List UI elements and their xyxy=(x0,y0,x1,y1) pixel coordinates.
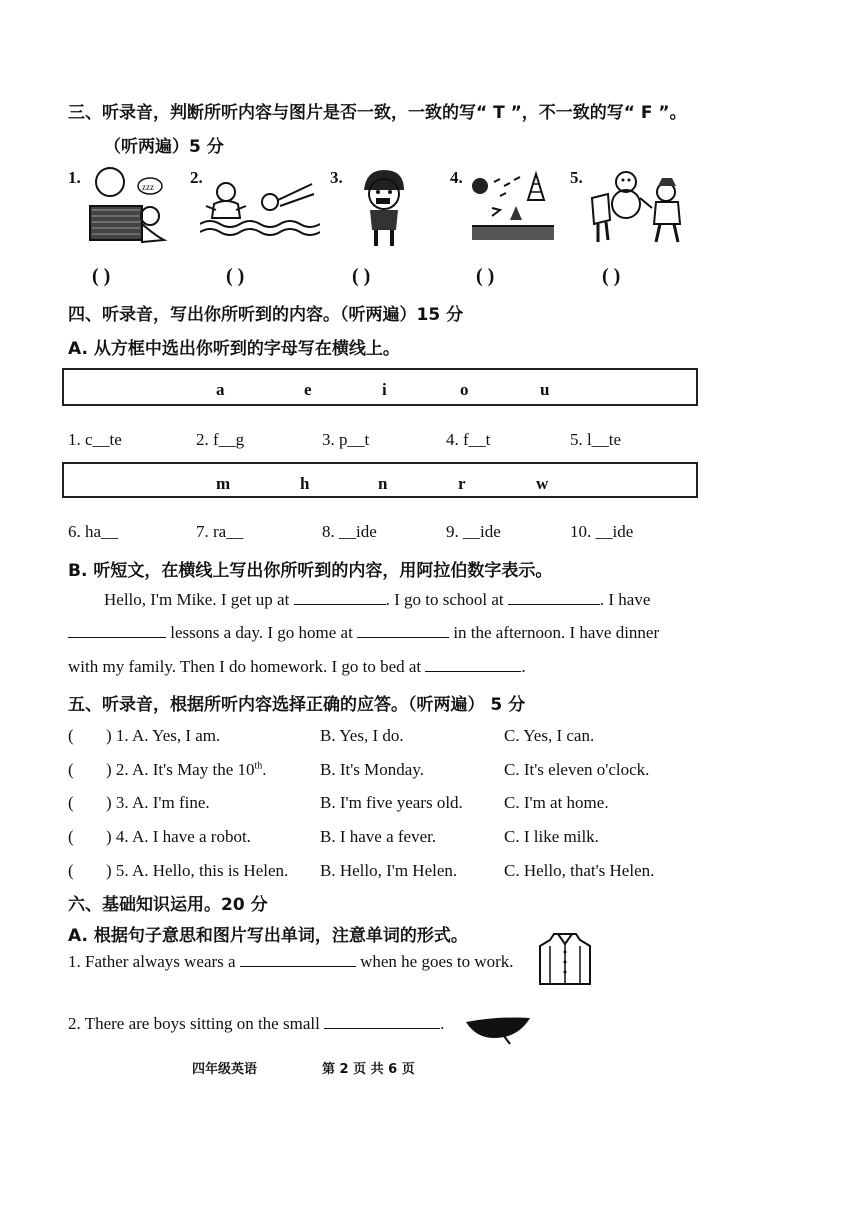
passage-blank-1[interactable] xyxy=(294,590,386,605)
choice-option-a-5[interactable]: ) 5. A. Hello, this is Helen. xyxy=(106,861,289,880)
footer-subject: 四年级英语 xyxy=(192,1062,258,1077)
box-letter-u: u xyxy=(540,380,550,399)
choice-option-c-3[interactable]: C. I'm at home. xyxy=(504,793,609,812)
word-blank-2[interactable] xyxy=(324,1014,440,1029)
boy-brushing-teeth-picture xyxy=(356,168,412,248)
fill-word-1[interactable]: 1. c__te xyxy=(68,430,122,449)
shirt-picture xyxy=(536,930,594,988)
box-letter-n: n xyxy=(378,474,388,493)
choice-option-b-4[interactable]: B. I have a fever. xyxy=(320,827,437,846)
passage-blank-4[interactable] xyxy=(357,623,449,638)
box-letter-e: e xyxy=(304,380,312,399)
choice-option-c-4[interactable]: C. I like milk. xyxy=(504,827,599,846)
word-question-2: 2. There are boys sitting on the small . xyxy=(68,1014,445,1033)
section6-part-a-instruction: A. 根据句子意思和图片写出单词，注意单词的形式。 xyxy=(68,926,468,946)
picture-number-4: 4. xyxy=(450,168,463,187)
vowel-letter-box xyxy=(62,368,698,406)
section4-part-b-instruction: B. 听短文，在横线上写出你所听到的内容，用阿拉伯数字表示。 xyxy=(68,561,553,581)
passage-line-2: lessons a day. I go home at in the afternoon. I have dinner xyxy=(68,623,659,643)
answer-bracket-4[interactable]: ( ) xyxy=(476,265,495,287)
fill-word-7[interactable]: 7. ra__ xyxy=(196,522,244,541)
picture-number-1: 1. xyxy=(68,168,81,187)
answer-bracket-2[interactable]: ( ) xyxy=(226,265,245,287)
box-letter-r: r xyxy=(458,474,466,493)
fill-word-8[interactable]: 8. __ide xyxy=(322,522,377,541)
choice-option-c-5[interactable]: C. Hello, that's Helen. xyxy=(504,861,655,880)
fill-word-10[interactable]: 10. __ide xyxy=(570,522,634,541)
choice-option-c-1[interactable]: C. Yes, I can. xyxy=(504,726,595,745)
choice-bracket-1[interactable]: ( xyxy=(68,726,74,745)
choice-option-b-1[interactable]: B. Yes, I do. xyxy=(320,726,404,745)
answer-bracket-3[interactable]: ( ) xyxy=(352,265,371,287)
choice-option-b-2[interactable]: B. It's Monday. xyxy=(320,760,424,779)
passage-blank-5[interactable] xyxy=(425,657,521,672)
fill-word-3[interactable]: 3. p__t xyxy=(322,430,370,449)
box-letter-w: w xyxy=(536,474,549,493)
choice-option-a-1[interactable]: ) 1. A. Yes, I am. xyxy=(106,726,221,745)
box-letter-a: a xyxy=(216,380,225,399)
choice-option-b-5[interactable]: B. Hello, I'm Helen. xyxy=(320,861,458,880)
passage-blank-2[interactable] xyxy=(508,590,600,605)
word-blank-1[interactable] xyxy=(240,952,356,967)
choice-option-a-3[interactable]: ) 3. A. I'm fine. xyxy=(106,793,210,812)
picture-number-3: 3. xyxy=(330,168,343,187)
box-letter-m: m xyxy=(216,474,231,493)
consonant-letter-box xyxy=(62,462,698,498)
choice-bracket-2[interactable]: ( xyxy=(68,760,74,779)
section3-subtitle: （听两遍）5 分 xyxy=(104,137,224,157)
box-letter-o: o xyxy=(460,380,469,399)
fill-word-6[interactable]: 6. ha__ xyxy=(68,522,119,541)
fill-word-5[interactable]: 5. l__te xyxy=(570,430,621,449)
fill-word-4[interactable]: 4. f__t xyxy=(446,430,491,449)
choice-bracket-3[interactable]: ( xyxy=(68,793,74,812)
answer-bracket-5[interactable]: ( ) xyxy=(602,265,621,287)
sleeping-boy-picture xyxy=(86,166,170,246)
picture-number-2: 2. xyxy=(190,168,203,187)
box-letter-i: i xyxy=(382,380,387,399)
passage-line-3: with my family. Then I do homework. I go to bed at . xyxy=(68,657,526,676)
choice-option-a-2[interactable]: ) 2. A. It's May the 10th. xyxy=(106,760,267,779)
choice-option-c-2[interactable]: C. It's eleven o'clock. xyxy=(504,760,650,779)
svg-text:zzz: zzz xyxy=(142,182,154,192)
answer-bracket-1[interactable]: ( ) xyxy=(92,265,111,287)
section3-title: 三、听录音，判断所听内容与图片是否一致，一致的写“ T ”，不一致的写“ F ”。 xyxy=(68,103,687,123)
picture-number-5: 5. xyxy=(570,168,583,187)
choice-bracket-4[interactable]: ( xyxy=(68,827,74,846)
passage-blank-3[interactable] xyxy=(68,623,166,638)
boat-picture xyxy=(464,1008,532,1046)
choice-bracket-5[interactable]: ( xyxy=(68,861,74,880)
fill-word-2[interactable]: 2. f__g xyxy=(196,430,245,449)
snowman-kids-picture xyxy=(586,168,686,246)
section4-title: 四、听录音，写出你所听到的内容。（听两遍）15 分 xyxy=(68,305,464,325)
choice-option-b-3[interactable]: B. I'm five years old. xyxy=(320,793,463,812)
section5-title: 五、听录音，根据所听内容选择正确的应答。（听两遍） 5 分 xyxy=(68,695,526,715)
park-scene-picture xyxy=(470,170,556,242)
swimming-children-picture xyxy=(200,170,320,242)
box-letter-h: h xyxy=(300,474,310,493)
choice-option-a-4[interactable]: ) 4. A. I have a robot. xyxy=(106,827,251,846)
word-question-1: 1. Father always wears a when he goes to work. xyxy=(68,952,514,971)
section4-part-a-instruction: A. 从方框中选出你听到的字母写在横线上。 xyxy=(68,339,400,359)
fill-word-9[interactable]: 9. __ide xyxy=(446,522,501,541)
section6-title: 六、基础知识运用。20 分 xyxy=(68,895,268,915)
passage-line-1: Hello, I'm Mike. I get up at . I go to school at . I have xyxy=(104,590,651,609)
footer-page-number: 第 2 页 共 6 页 xyxy=(322,1062,415,1077)
